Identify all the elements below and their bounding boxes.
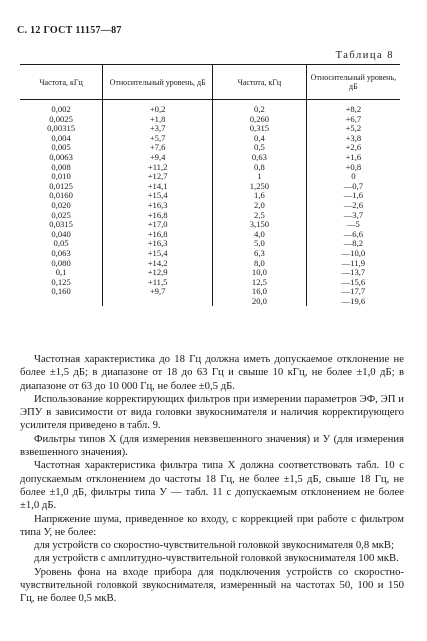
frequency-value: 2,5 — [254, 209, 265, 220]
body-text — [20, 353, 404, 606]
level-value: —6,6 — [343, 228, 364, 239]
frequency-value: 0,0125 — [49, 180, 73, 191]
level-value: —3,7 — [343, 209, 364, 220]
frequency-value: 20,0 — [251, 295, 267, 306]
column-header-level-right: Относительный уровень, дБ — [306, 65, 400, 100]
level-value: +3,8 — [345, 132, 362, 143]
frequency-value: 12,5 — [251, 276, 267, 287]
table-caption: Таблица 8 — [335, 50, 394, 61]
table-header-row — [20, 65, 400, 100]
level-value: +5,2 — [345, 123, 362, 134]
level-value: +7,6 — [149, 142, 166, 153]
frequency-value: 0,005 — [51, 142, 71, 153]
frequency-value: 0,063 — [51, 247, 71, 258]
frequency-value: 0,025 — [51, 209, 71, 220]
level-value: +15,4 — [147, 190, 168, 201]
frequency-table — [20, 64, 400, 306]
level-value: +1,8 — [149, 113, 166, 124]
frequency-value: 0,1 — [55, 267, 67, 278]
level-value: +9,7 — [149, 286, 166, 297]
level-value: +14,1 — [147, 180, 168, 191]
frequency-value: 0,2 — [254, 104, 265, 114]
paragraph: Использование корректирующих фильтров при измерении параметров ЭФ, ЭП и ЭПУ в зависимости от вида головки звукоснимателя и наличия корректирующего усилителя приведено в табл. 9. — [20, 392, 404, 432]
level-value: —17,7 — [341, 286, 366, 297]
frequency-value: 0,260 — [249, 113, 270, 124]
paragraph: Фильтры типов X (для измерения невзвешенного значения) и У (для измерения взвешенного значения). — [20, 432, 404, 459]
frequency-value: 0,0315 — [49, 219, 73, 230]
paragraph: Напряжение шума, приведенное ко входу, с коррекцией при работе с фильтром типа У, не более: — [20, 512, 404, 538]
level-value: +9,4 — [149, 151, 166, 162]
frequency-value: 0,63 — [251, 151, 267, 162]
frequency-value: 0,004 — [51, 132, 71, 143]
frequency-value: 0,315 — [249, 123, 270, 134]
level-value: —15,6 — [341, 276, 366, 287]
frequency-value: 0,010 — [51, 171, 71, 182]
level-value: +17,0 — [147, 219, 168, 230]
level-value: —11,9 — [341, 257, 366, 268]
frequency-right-column — [213, 100, 307, 307]
frequency-value: 0,05 — [53, 238, 69, 249]
frequency-value: 0,008 — [51, 161, 71, 172]
level-value: 0 — [351, 171, 356, 182]
level-value: —2,6 — [343, 199, 364, 210]
level-value: —13,7 — [341, 267, 366, 278]
frequency-value: 5,0 — [254, 238, 265, 249]
frequency-value: 1,250 — [249, 180, 270, 191]
paragraph: для устройств с амплитудно-чувствительной головкой звукоснимателя 100 мкВ. — [34, 552, 399, 565]
frequency-value: 0,4 — [254, 132, 265, 143]
level-value: —19,6 — [341, 295, 366, 306]
level-value: +3,7 — [149, 123, 166, 134]
table-body-row — [20, 100, 400, 307]
frequency-value: 0,125 — [51, 276, 71, 287]
level-value: +0,2 — [149, 104, 166, 114]
paragraph: для устройств со скоростно-чувствительной головкой звукоснимателя 0,8 мкВ; — [34, 539, 394, 552]
frequency-value: 0,160 — [51, 286, 71, 297]
level-value: +11,5 — [147, 276, 168, 287]
level-left-column — [103, 100, 213, 307]
level-value: —5 — [346, 219, 360, 230]
level-value: +8,2 — [345, 104, 362, 114]
paragraph: Частотная характеристика фильтра типа X должна соответствовать табл. 10 с допускаемым отклонением до частоты 18 Гц, не более ±1,5 дБ, свыше 18 Гц, не более ±1,0 дБ, фильтры типа У — табл. 11 с допускаемым отклонением не более ±1,0 дБ. — [20, 459, 404, 512]
level-value: +15,4 — [147, 247, 168, 258]
level-value: —0,7 — [343, 180, 364, 191]
frequency-value: 0,080 — [51, 257, 71, 268]
column-header-level-left: Относительный уровень, дБ — [103, 65, 213, 100]
paragraph: Частотная характеристика до 18 Гц должна иметь допускаемое отклонение не более ±1,5 дБ; в диапазоне от 18 до 63 Гц и свыше 10 кГц, не более ±1,0 дБ; в диапазоне от 63 до 10 000 Гц, не более ±0,5 дБ. — [20, 353, 404, 392]
level-value: +16,3 — [147, 199, 168, 210]
frequency-value: 0,5 — [254, 142, 265, 153]
level-value: —8,2 — [343, 238, 364, 249]
frequency-value: 0,0160 — [49, 190, 73, 201]
level-value: —10,0 — [341, 247, 366, 258]
column-header-frequency-left: Частота, кГц — [20, 65, 103, 100]
frequency-value: 1 — [257, 171, 262, 182]
level-value: +12,7 — [147, 171, 168, 182]
level-value: +16,8 — [147, 209, 168, 220]
frequency-value: 4,0 — [254, 228, 265, 239]
level-value: —1,6 — [343, 190, 364, 201]
frequency-value: 6,3 — [254, 247, 265, 258]
frequency-value: 10,0 — [251, 267, 267, 278]
level-value: +14,2 — [147, 257, 168, 268]
paragraph: Уровень фона на входе прибора для подключения устройств со скоростно-чувствительной головкой звукоснимателя, измеренный на частотах 50, 100 и 150 Гц, не более 0,5 мкВ. — [20, 565, 404, 605]
level-right-column — [306, 100, 400, 307]
level-value: +0,8 — [345, 161, 362, 172]
frequency-left-column — [20, 100, 103, 307]
frequency-value: 1,6 — [254, 190, 265, 201]
frequency-value: 8,0 — [254, 257, 265, 268]
level-value: +11,2 — [147, 161, 168, 172]
frequency-value: 0,002 — [51, 104, 71, 114]
frequency-value: 0,8 — [254, 161, 265, 172]
level-value: +5,7 — [149, 132, 166, 143]
level-value: +12,9 — [147, 267, 168, 278]
level-value: +6,7 — [345, 113, 362, 124]
frequency-value: 0,00315 — [47, 123, 76, 134]
level-value: +1,6 — [345, 151, 362, 162]
column-header-frequency-right: Частота, кГц — [213, 65, 307, 100]
frequency-value: 0,0025 — [49, 113, 73, 124]
page-header: С. 12 ГОСТ 11157—87 — [17, 25, 122, 36]
frequency-value: 16,0 — [251, 286, 267, 297]
frequency-value: 0,040 — [51, 228, 71, 239]
frequency-value: 2,0 — [254, 199, 265, 210]
frequency-value: 0,0063 — [49, 151, 73, 162]
frequency-value: 3,150 — [249, 219, 270, 230]
frequency-value: 0,020 — [51, 199, 71, 210]
level-value: +16,8 — [147, 228, 168, 239]
level-value: +16,3 — [147, 238, 168, 249]
level-value: +2,6 — [345, 142, 362, 153]
